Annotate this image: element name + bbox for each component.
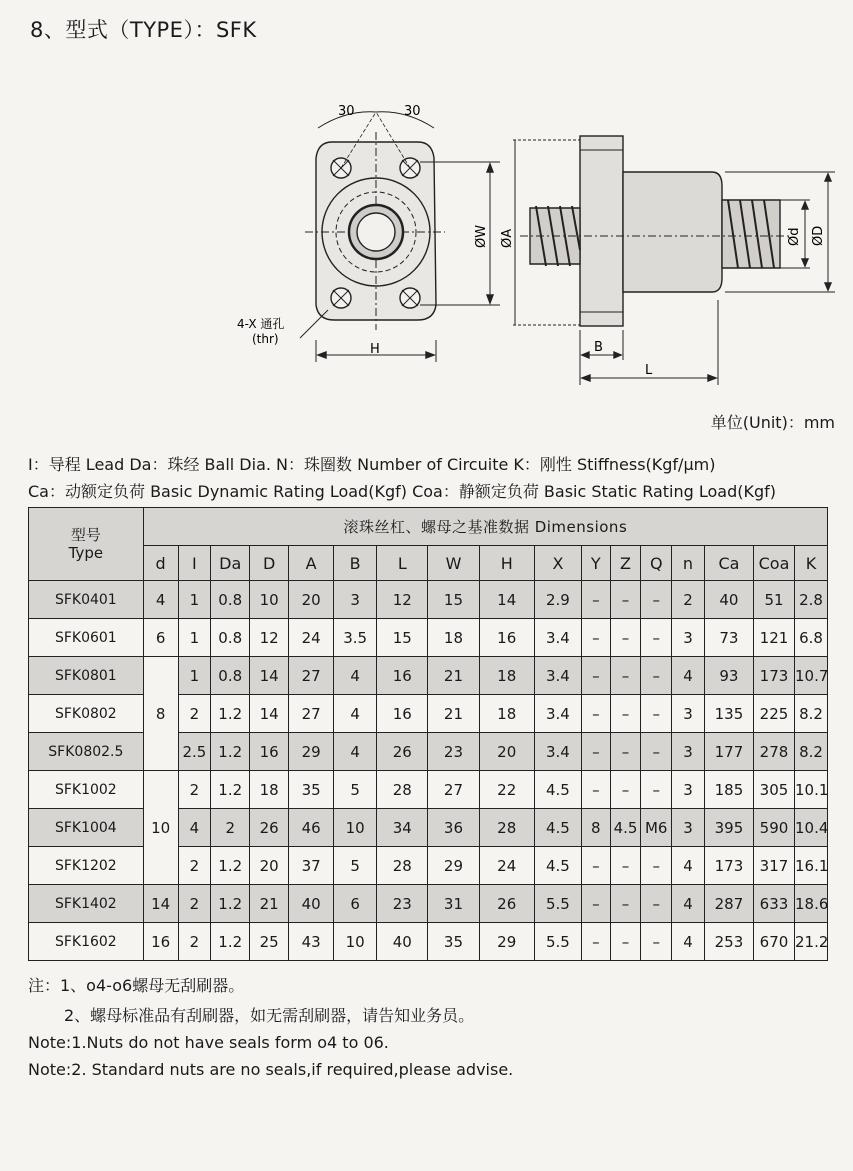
page-title: 8、型式（TYPE）：SFK [30, 18, 257, 42]
col-header: L [377, 546, 428, 581]
cell: 14 [250, 695, 289, 733]
cell: 3.4 [534, 733, 581, 771]
cell: 4 [334, 733, 377, 771]
cell: 2 [178, 885, 211, 923]
cell: – [641, 657, 672, 695]
cell: 20 [479, 733, 534, 771]
cell: 185 [704, 771, 753, 809]
cell: 8.2 [794, 733, 827, 771]
cell: – [581, 657, 610, 695]
column-header-row [29, 546, 828, 581]
side-view [520, 136, 835, 385]
d-cell: 16 [143, 923, 178, 961]
cell: 4 [672, 657, 705, 695]
cell: 2 [178, 771, 211, 809]
cell: 6.8 [794, 619, 827, 657]
cell: 15 [428, 581, 479, 619]
cell: 4.5 [534, 847, 581, 885]
note-en-2: Note:2. Standard nuts are no seals,if required,please advise. [28, 1060, 514, 1079]
cell: 28 [479, 809, 534, 847]
hole-note: 4-X 通孔 [237, 317, 285, 331]
cell: 3.5 [334, 619, 377, 657]
type-cell: SFK1002 [29, 771, 144, 809]
col-header: d [143, 546, 178, 581]
d-cell: 14 [143, 885, 178, 923]
dimensions-table [28, 507, 828, 961]
cell: – [610, 581, 641, 619]
cell: 4.5 [534, 809, 581, 847]
label-a: ØA [500, 228, 515, 248]
cell: 24 [479, 847, 534, 885]
cell: 18 [250, 771, 289, 809]
cell: 4 [178, 809, 211, 847]
cell: 27 [289, 695, 334, 733]
type-cell: SFK0802 [29, 695, 144, 733]
cell: 3 [672, 809, 705, 847]
angle-right-label: 30 [404, 104, 421, 119]
table-row [29, 619, 828, 657]
cell: 1 [178, 657, 211, 695]
cell: 46 [289, 809, 334, 847]
cell: 27 [428, 771, 479, 809]
cell: 3 [672, 771, 705, 809]
cell: – [610, 619, 641, 657]
cell: – [581, 733, 610, 771]
type-cell: SFK1202 [29, 847, 144, 885]
cell: 12 [377, 581, 428, 619]
cell: – [610, 885, 641, 923]
hole-note-sub: (thr) [252, 332, 279, 346]
cell: 10.4 [794, 809, 827, 847]
label-d-large: ØD [811, 225, 826, 246]
label-w: ØW [474, 224, 489, 248]
cell: 14 [250, 657, 289, 695]
d-cell: 10 [143, 771, 178, 885]
cell: 278 [754, 733, 795, 771]
col-header: K [794, 546, 827, 581]
type-cell: SFK1602 [29, 923, 144, 961]
cell: – [610, 733, 641, 771]
cell: 2 [178, 695, 211, 733]
cell: 28 [377, 847, 428, 885]
cell: – [581, 885, 610, 923]
cell: 40 [289, 885, 334, 923]
cell: 18 [479, 695, 534, 733]
col-header: H [479, 546, 534, 581]
legend-line-1: I：导程 Lead Da：珠经 Ball Dia. N：珠圈数 Number of Circuite K：刚性 Stiffness(Kgf/μm) [28, 455, 716, 474]
cell: 10 [334, 923, 377, 961]
cell: 26 [250, 809, 289, 847]
cell: 24 [289, 619, 334, 657]
cell: 28 [377, 771, 428, 809]
cell: 34 [377, 809, 428, 847]
angle-left-label: 30 [338, 104, 355, 119]
cell: – [641, 923, 672, 961]
cell: 2 [211, 809, 250, 847]
cell: 20 [289, 581, 334, 619]
cell: 225 [754, 695, 795, 733]
cell: 51 [754, 581, 795, 619]
cell: 5.5 [534, 923, 581, 961]
cell: 317 [754, 847, 795, 885]
cell: 18 [428, 619, 479, 657]
cell: 15 [377, 619, 428, 657]
label-d-small: Ød [787, 227, 802, 246]
cell: – [610, 923, 641, 961]
cell: 21 [250, 885, 289, 923]
cell: – [610, 847, 641, 885]
cell: – [641, 695, 672, 733]
d-cell: 6 [143, 619, 178, 657]
cell: 40 [704, 581, 753, 619]
col-header: Q [641, 546, 672, 581]
dimensions-header: 滚珠丝杠、螺母之基准数据 Dimensions [143, 508, 827, 546]
cell: 2.8 [794, 581, 827, 619]
cell: 10 [250, 581, 289, 619]
cell: 8 [581, 809, 610, 847]
cell: 14 [479, 581, 534, 619]
cell: – [641, 885, 672, 923]
cell: 23 [428, 733, 479, 771]
cell: 4 [334, 657, 377, 695]
note-en-1: Note:1.Nuts do not have seals form o4 to 06. [28, 1033, 389, 1052]
cell: 5 [334, 771, 377, 809]
type-cell: SFK0401 [29, 581, 144, 619]
cell: 0.8 [211, 657, 250, 695]
cell: M6 [641, 809, 672, 847]
cell: 12 [250, 619, 289, 657]
col-header: n [672, 546, 705, 581]
cell: 1 [178, 581, 211, 619]
cell: 3 [672, 619, 705, 657]
cell: 31 [428, 885, 479, 923]
cell: 16 [377, 695, 428, 733]
label-h: H [370, 342, 380, 357]
col-header: I [178, 546, 211, 581]
cell: 25 [250, 923, 289, 961]
cell: 1.2 [211, 923, 250, 961]
cell: 21 [428, 657, 479, 695]
cell: 287 [704, 885, 753, 923]
col-header: Z [610, 546, 641, 581]
cell: 177 [704, 733, 753, 771]
cell: – [641, 771, 672, 809]
cell: 0.8 [211, 581, 250, 619]
cell: 633 [754, 885, 795, 923]
type-cell: SFK0802.5 [29, 733, 144, 771]
cell: 10 [334, 809, 377, 847]
technical-drawing [0, 0, 853, 400]
cell: – [581, 619, 610, 657]
col-header: Da [211, 546, 250, 581]
cell: 40 [377, 923, 428, 961]
cell: 20 [250, 847, 289, 885]
cell: 1.2 [211, 847, 250, 885]
note-cn-2: 2、螺母标准品有刮刷器，如无需刮刷器，请告知业务员。 [64, 1006, 475, 1025]
cell: 10.7 [794, 657, 827, 695]
cell: – [610, 695, 641, 733]
cell: 22 [479, 771, 534, 809]
col-header: Ca [704, 546, 753, 581]
cell: – [581, 771, 610, 809]
cell: 18.6 [794, 885, 827, 923]
legend-line-2: Ca：动额定负荷 Basic Dynamic Rating Load(Kgf) Coa：静额定负荷 Basic Static Rating Load(Kgf) [28, 482, 777, 501]
col-header: A [289, 546, 334, 581]
cell: 16 [479, 619, 534, 657]
cell: 73 [704, 619, 753, 657]
type-header-cn: 型号 [70, 526, 101, 544]
cell: 16.1 [794, 847, 827, 885]
col-header: Y [581, 546, 610, 581]
cell: 253 [704, 923, 753, 961]
cell: 93 [704, 657, 753, 695]
cell: 1 [178, 619, 211, 657]
cell: 3.4 [534, 695, 581, 733]
cell: – [581, 695, 610, 733]
table-row [29, 771, 828, 809]
cell: 5 [334, 847, 377, 885]
cell: 2 [178, 847, 211, 885]
cell: – [641, 581, 672, 619]
cell: 16 [377, 657, 428, 695]
cell: 3.4 [534, 619, 581, 657]
cell: 0.8 [211, 619, 250, 657]
cell: 3 [672, 733, 705, 771]
cell: – [641, 733, 672, 771]
cell: 1.2 [211, 885, 250, 923]
cell: 4.5 [534, 771, 581, 809]
col-header: W [428, 546, 479, 581]
cell: 3 [334, 581, 377, 619]
unit-label: 单位(Unit)：mm [710, 413, 835, 432]
cell: 590 [754, 809, 795, 847]
col-header: D [250, 546, 289, 581]
cell: 121 [754, 619, 795, 657]
cell: 4 [672, 923, 705, 961]
type-cell: SFK0601 [29, 619, 144, 657]
table-row [29, 657, 828, 695]
cell: 35 [289, 771, 334, 809]
cell: 16 [250, 733, 289, 771]
cell: 2.9 [534, 581, 581, 619]
cell: 1.2 [211, 733, 250, 771]
label-l: L [645, 363, 653, 378]
cell: – [581, 847, 610, 885]
cell: 35 [428, 923, 479, 961]
cell: 1.2 [211, 771, 250, 809]
cell: 173 [754, 657, 795, 695]
cell: 3 [672, 695, 705, 733]
cell: – [610, 771, 641, 809]
cell: 3.4 [534, 657, 581, 695]
cell: – [641, 847, 672, 885]
cell: 29 [289, 733, 334, 771]
type-cell: SFK0801 [29, 657, 144, 695]
cell: 29 [479, 923, 534, 961]
table-row [29, 885, 828, 923]
cell: 2 [672, 581, 705, 619]
cell: 135 [704, 695, 753, 733]
type-header-en: Type [68, 544, 104, 562]
col-header: X [534, 546, 581, 581]
cell: 4 [672, 885, 705, 923]
cell: 4 [672, 847, 705, 885]
d-cell: 8 [143, 657, 178, 771]
cell: 18 [479, 657, 534, 695]
cell: 2.5 [178, 733, 211, 771]
cell: 21 [428, 695, 479, 733]
note-cn-1: 注：1、o4-o6螺母无刮刷器。 [28, 976, 245, 995]
cell: 1.2 [211, 695, 250, 733]
cell: 43 [289, 923, 334, 961]
col-header: Coa [754, 546, 795, 581]
label-b: B [594, 340, 603, 355]
cell: 395 [704, 809, 753, 847]
cell: 4.5 [610, 809, 641, 847]
cell: 23 [377, 885, 428, 923]
type-header [29, 508, 144, 581]
cell: 36 [428, 809, 479, 847]
col-header: B [334, 546, 377, 581]
cell: 29 [428, 847, 479, 885]
cell: 21.2 [794, 923, 827, 961]
cell: – [610, 657, 641, 695]
table-row [29, 581, 828, 619]
cell: 27 [289, 657, 334, 695]
cell: – [641, 619, 672, 657]
cell: 26 [377, 733, 428, 771]
table-row [29, 923, 828, 961]
cell: 10.1 [794, 771, 827, 809]
cell: 2 [178, 923, 211, 961]
type-cell: SFK1004 [29, 809, 144, 847]
cell: – [581, 581, 610, 619]
type-cell: SFK1402 [29, 885, 144, 923]
cell: 305 [754, 771, 795, 809]
d-cell: 4 [143, 581, 178, 619]
cell: – [581, 923, 610, 961]
cell: 6 [334, 885, 377, 923]
cell: 26 [479, 885, 534, 923]
cell: 173 [704, 847, 753, 885]
cell: 4 [334, 695, 377, 733]
cell: 670 [754, 923, 795, 961]
cell: 8.2 [794, 695, 827, 733]
cell: 5.5 [534, 885, 581, 923]
cell: 37 [289, 847, 334, 885]
